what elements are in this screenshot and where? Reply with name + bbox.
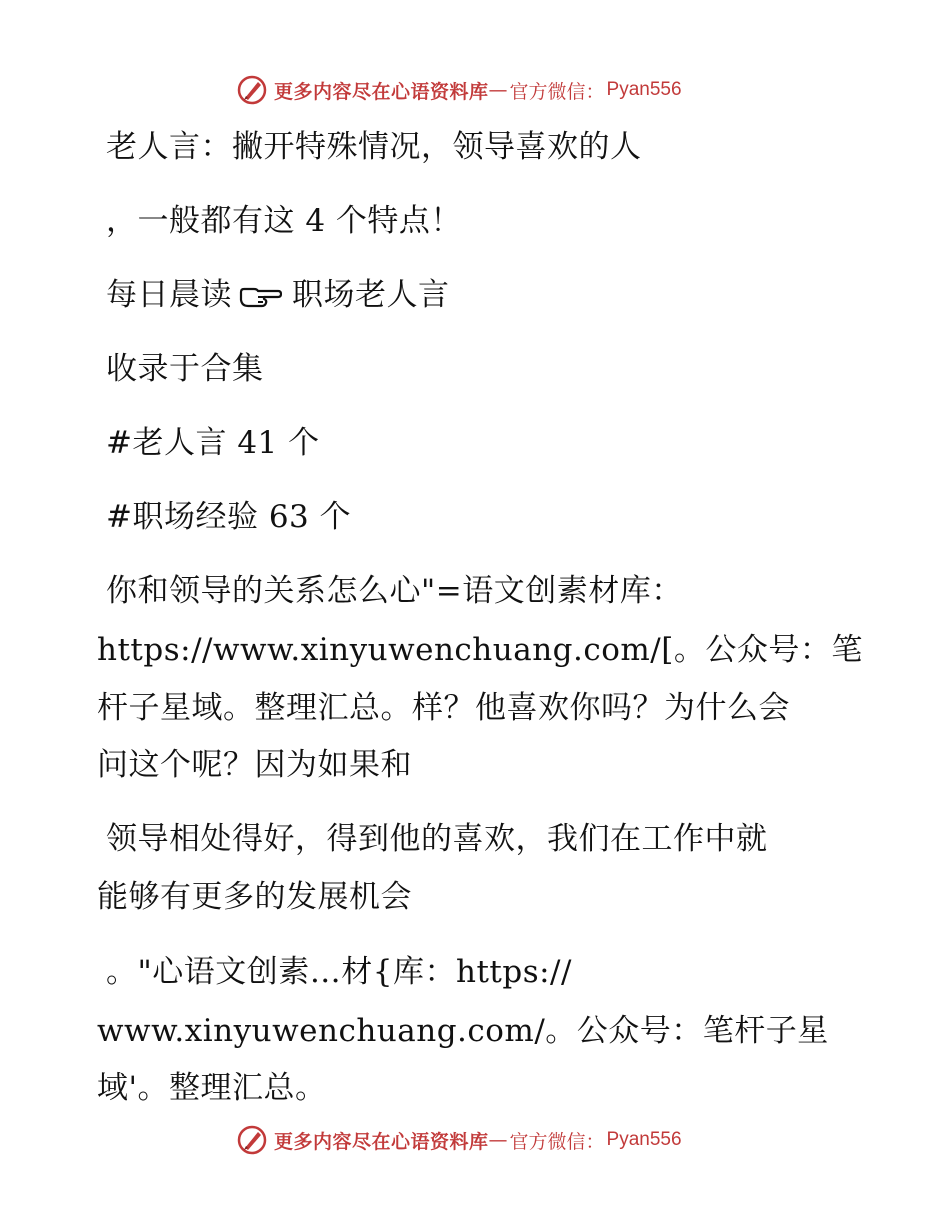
banner-brand: 更多内容尽在心语资料库 <box>274 1130 489 1153</box>
title-line-1: 老人言：撇开特殊情况，领导喜欢的人 <box>106 129 642 165</box>
para1-line-4: 问这个呢？因为如果和 <box>97 747 412 783</box>
banner-brand: 更多内容尽在心语资料库 <box>274 80 489 103</box>
column-line <box>0 276 950 314</box>
para3-line-1: 。"心语文创素…材{库：https:// <box>106 954 572 990</box>
pointing-hand-icon <box>238 283 282 311</box>
column-name: 职场老人言 <box>292 277 450 313</box>
para1-line-1: 你和领导的关系怎么心"=语文创素材库： <box>106 573 683 609</box>
para2-line-2: 能够有更多的发展机会 <box>97 879 412 915</box>
para3-line-2: www.xinyuwenchuang.com/。公众号：笔杆子星 <box>97 1013 829 1049</box>
banner-official: 官方微信： <box>509 80 605 103</box>
banner-dash: — <box>488 79 508 101</box>
para1-line-3: 杆子星域。整理汇总。样？他喜欢你吗？为什么会 <box>97 690 790 726</box>
banner-dash: — <box>488 1129 508 1151</box>
banner-official: 官方微信： <box>509 1130 605 1153</box>
para2-line-1: 领导相处得好，得到他的喜欢，我们在工作中就 <box>106 821 768 857</box>
para3-line-3: 域'。整理汇总。 <box>97 1070 327 1106</box>
para1-line-2: https://www.xinyuwenchuang.com/[。公众号：笔 <box>97 632 863 668</box>
column-prefix: 每日晨读 <box>106 277 232 313</box>
quill-logo-icon <box>236 1124 268 1156</box>
tag-laorenyan[interactable]: #老人言 41 个 <box>106 425 320 461</box>
header-banner <box>236 72 682 108</box>
banner-handle: Pyan556 <box>606 79 682 100</box>
title-line-2: ，一般都有这 4 个特点！ <box>106 203 462 239</box>
quill-logo-icon <box>236 74 268 106</box>
tag-workplace-experience[interactable]: #职场经验 63 个 <box>106 499 352 535</box>
banner-handle: Pyan556 <box>606 1129 682 1150</box>
footer-banner <box>236 1122 682 1158</box>
collection-label: 收录于合集 <box>106 351 264 387</box>
